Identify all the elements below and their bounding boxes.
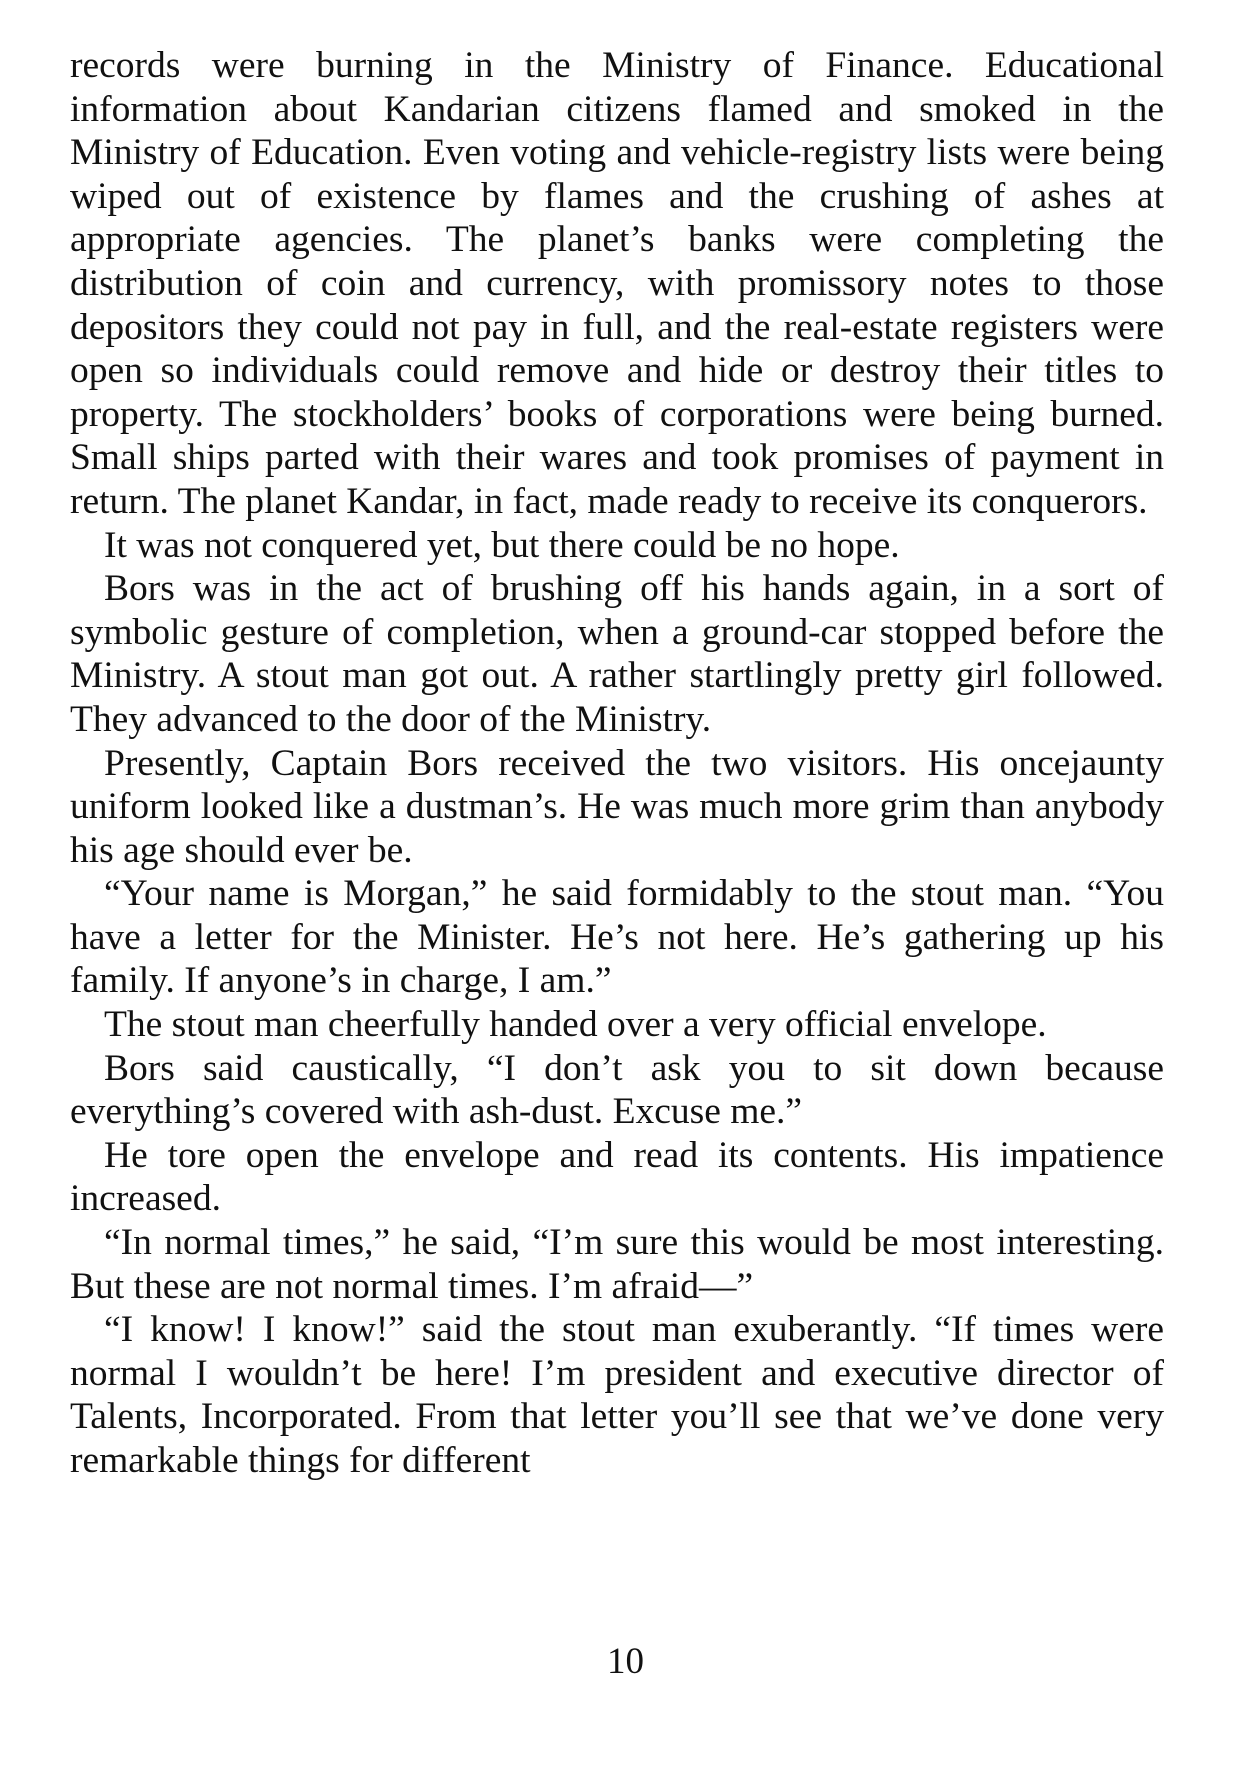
paragraph-8: He tore open the envelope and read its contents. His impatience increased. bbox=[70, 1134, 1164, 1220]
paragraph-10: “I know! I know!” said the stout man exuberantly. “If times were normal I wouldn’t be here! I’m president and executive director of Talents, Incorporated. From that letter you’ll see that we’ve done very remarkable things for different bbox=[70, 1309, 1164, 1481]
paragraph-9: “In normal times,” he said, “I’m sure this would be most interesting. But these are not normal times. I’m afraid—” bbox=[70, 1222, 1164, 1307]
paragraph-2: It was not conquered yet, but there could be no hope. bbox=[104, 524, 900, 566]
body-text bbox=[70, 44, 1164, 1483]
paragraph-1: records were burning in the Ministry of Finance. Educational information about Kandarian citizens flamed and smoked in the Ministry of Education. Even voting and vehicle-registry lists were being wiped out of existence by flames and the crushing of ashes at appropriate agencies. The planet’s banks were completing the distribution of coin and currency, with promissory notes to those depositors they could not pay in full, and the real-estate registers were open so individuals could remove and hide or destroy their titles to property. The stockholders’ books of corporations were being burned. Small ships parted with their wares and took promises of payment in return. The planet Kandar, in fact, made ready to receive its conquerors. bbox=[70, 45, 1164, 522]
paragraph-4: Presently, Captain Bors received the two visitors. His oncejaunty uniform looked like a dustman’s. He was much more grim than anybody his age should ever be. bbox=[70, 742, 1164, 871]
paragraph-3: Bors was in the act of brushing off his hands again, in a sort of symbolic gesture of completion, when a ground-car stopped before the Ministry. A stout man got out. A rather startlingly pretty girl followed. They advanced to the door of the Ministry. bbox=[70, 568, 1164, 740]
paragraph-7: Bors said caustically, “I don’t ask you to sit down because everything’s covered with ash-dust. Excuse me.” bbox=[70, 1047, 1164, 1133]
paragraph-6: The stout man cheerfully handed over a very official envelope. bbox=[104, 1004, 1047, 1046]
paragraph-5: “Your name is Morgan,” he said formidably to the stout man. “You have a letter for the Minister. He’s not here. He’s gathering up his family. If anyone’s in charge, I am.” bbox=[70, 873, 1164, 1002]
page-number: 10 bbox=[607, 1641, 644, 1682]
